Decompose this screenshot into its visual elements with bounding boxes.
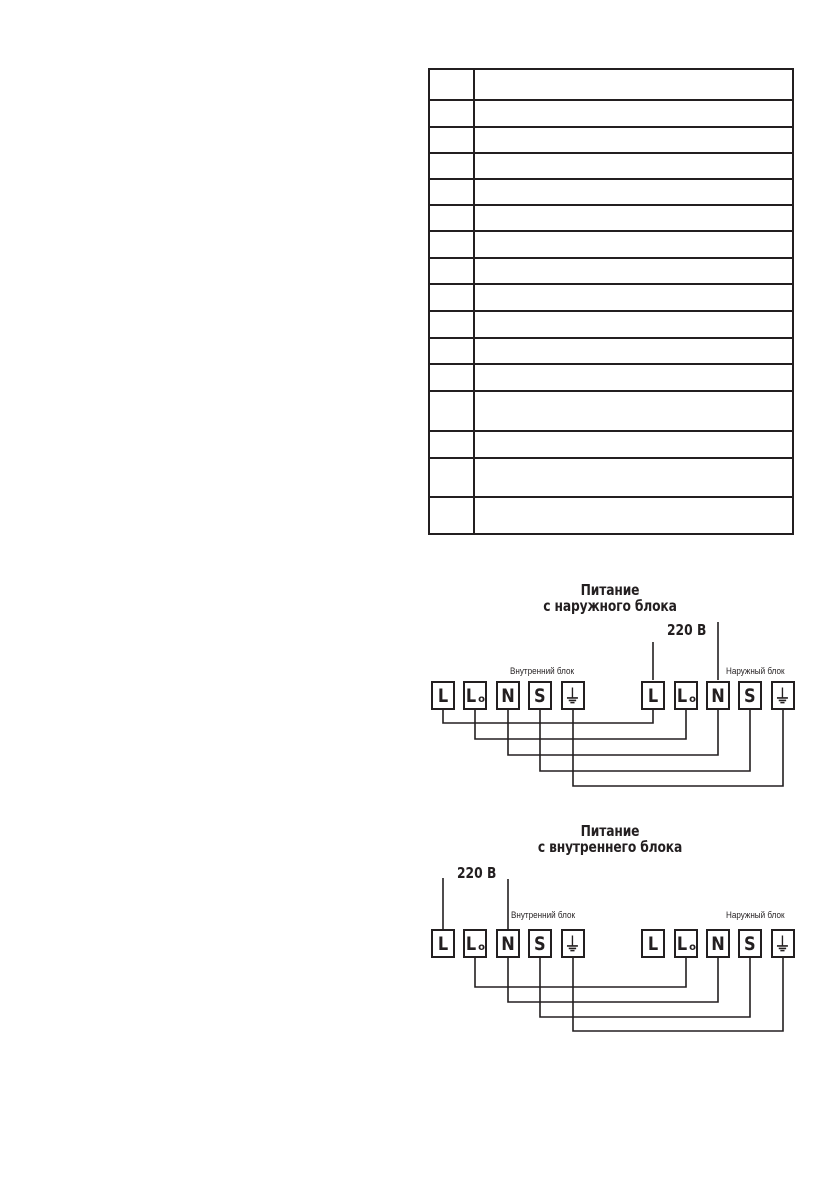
table-row — [430, 154, 792, 180]
table-row — [430, 206, 792, 232]
outdoor-unit-label: Наружный блок — [726, 666, 785, 676]
earth-icon: ⏚ — [564, 934, 582, 956]
table-row — [430, 392, 792, 432]
diagram-title-line2: с наружного блока — [543, 597, 677, 615]
earth-icon: ⏚ — [774, 686, 792, 708]
indoor-terminal-earth — [561, 929, 585, 958]
indoor-terminal-s: S — [528, 929, 552, 958]
indoor-terminal-n: N — [496, 929, 520, 958]
wiring-diagram-indoor-power — [410, 821, 810, 1031]
indoor-unit-label: Внутренний блок — [510, 666, 575, 676]
ring-icon: o — [478, 942, 485, 953]
ring-icon: o — [478, 694, 485, 705]
diagram-title-line1: Питание — [580, 822, 640, 840]
wire-earth — [573, 958, 783, 1031]
table-row — [430, 339, 792, 365]
table-row — [430, 101, 792, 128]
earth-icon: ⏚ — [564, 686, 582, 708]
outdoor-terminal-s: S — [738, 681, 762, 710]
indoor-terminal-s: S — [528, 681, 552, 710]
table-row — [430, 365, 792, 392]
spec-table — [428, 68, 794, 535]
outdoor-terminal-l: L — [641, 929, 665, 958]
table-row — [430, 70, 792, 101]
wire-lo — [475, 710, 686, 739]
indoor-terminal-l: L — [431, 681, 455, 710]
table-column-divider — [473, 70, 475, 533]
indoor-terminal-earth — [561, 681, 585, 710]
table-row — [430, 232, 792, 259]
outdoor-terminal-lo: L o — [674, 929, 698, 958]
table-row — [430, 128, 792, 154]
table-row — [430, 312, 792, 339]
outdoor-terminal-l: L — [641, 681, 665, 710]
voltage-label: 220 В — [667, 621, 707, 639]
ring-icon: o — [689, 942, 696, 953]
diagram-title-line1: Питание — [580, 581, 640, 599]
outdoor-terminal-n: N — [706, 681, 730, 710]
table-row — [430, 432, 792, 459]
outdoor-terminal-s: S — [738, 929, 762, 958]
outdoor-unit-label: Наружный блок — [726, 910, 785, 920]
earth-icon: ⏚ — [774, 934, 792, 956]
indoor-terminal-lo: L o — [463, 681, 487, 710]
table-row — [430, 285, 792, 312]
indoor-terminal-n: N — [496, 681, 520, 710]
outdoor-terminal-earth — [771, 929, 795, 958]
table-row — [430, 459, 792, 498]
voltage-label: 220 В — [457, 864, 497, 882]
outdoor-terminal-earth — [771, 681, 795, 710]
table-row — [430, 180, 792, 206]
table-row — [430, 259, 792, 285]
wire-earth — [573, 710, 783, 786]
wiring-diagram-outdoor-power — [410, 580, 810, 790]
table-row — [430, 498, 792, 535]
outdoor-terminal-lo: L o — [674, 681, 698, 710]
outdoor-terminal-n: N — [706, 929, 730, 958]
wire-lo — [475, 958, 686, 987]
indoor-terminal-lo: L o — [463, 929, 487, 958]
ring-icon: o — [689, 694, 696, 705]
indoor-terminal-l: L — [431, 929, 455, 958]
diagram-title-line2: с внутреннего блока — [537, 838, 683, 856]
indoor-unit-label: Внутренний блок — [511, 910, 576, 920]
